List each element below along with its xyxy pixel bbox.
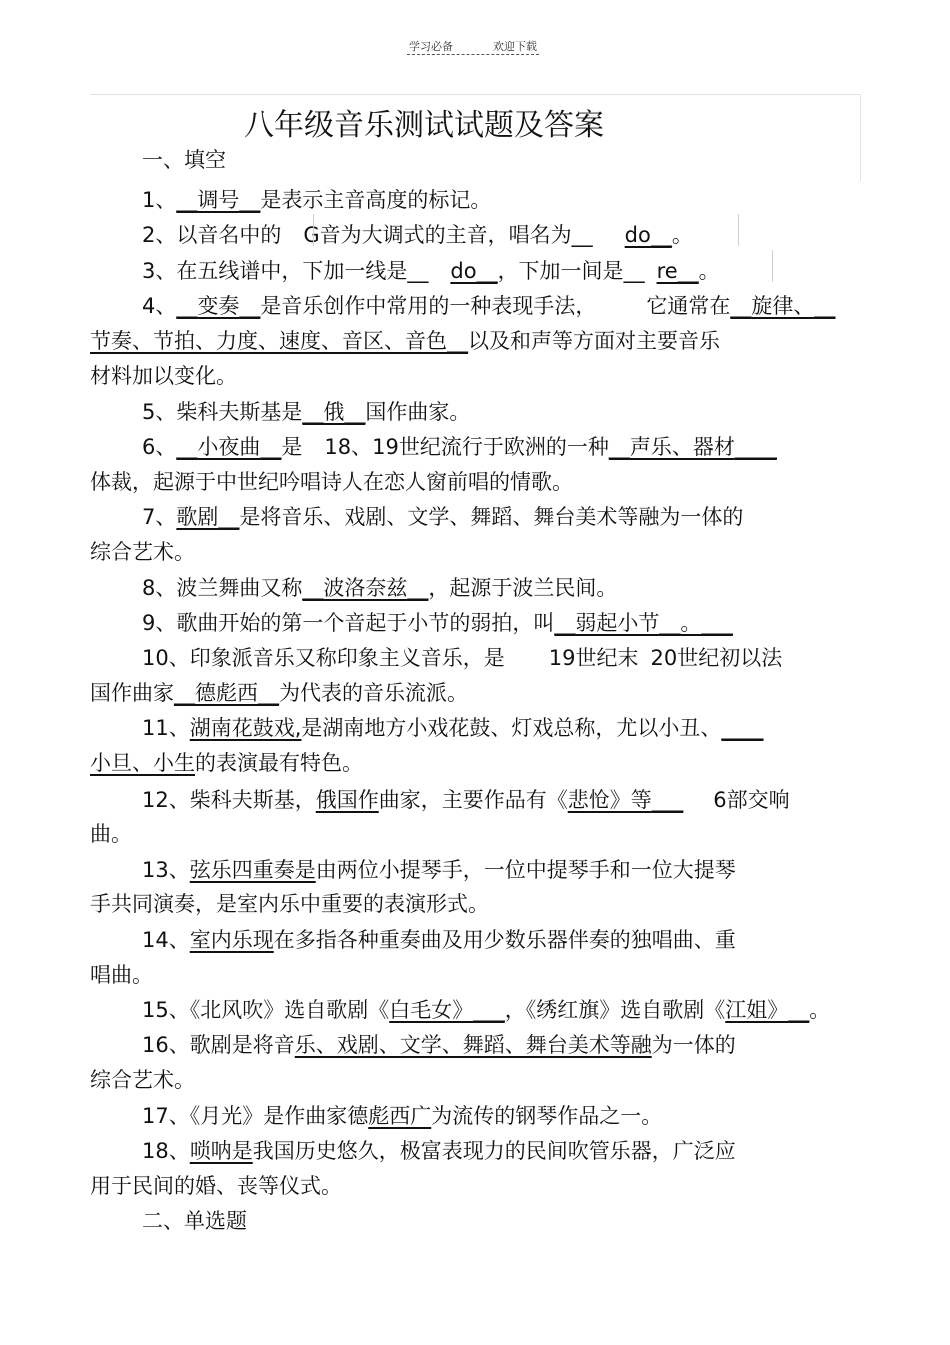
answer-blank: __波洛奈兹__ [302,576,429,600]
question-8: 8、波兰舞曲又称__波洛奈兹__，起源于波兰民间。 [142,576,618,600]
answer-blank: 乐、戏剧、文学、舞蹈、舞台美术等融 [294,1033,652,1057]
document-title: 八年级音乐测试试题及答案 [244,108,604,143]
answer-blank: 悲怆》等___ [567,788,684,812]
question-12-line-2: 曲。 [90,822,132,846]
table-cell-border [313,214,739,246]
question-10-line-1: 10、印象派音乐又称印象主义音乐，是 19世纪末 20世纪初以法 [142,646,783,670]
answer-blank: 弦乐四重奏是 [189,858,316,882]
question-9: 9、歌曲开始的第一个音起于小节的弱拍，叫__弱起小节__。___ [142,611,733,635]
answer-blank: __小夜曲__ [176,435,282,459]
answer-blank: __声乐、器材____ [608,435,777,459]
question-15: 15、《北风吹》选自歌剧《白毛女》___，《绣红旗》选自歌剧《江姐》__。 [142,998,831,1022]
answer-blank: 湖南花鼓戏, [189,716,302,740]
answer-blank: __弱起小节__ [554,611,681,635]
answer-blank: 唢呐是 [189,1139,253,1163]
answer-blank: __旋律、__ [730,294,836,318]
section-heading-single-choice: 二、单选题 [142,1209,247,1233]
question-6-line-2: 体裁，起源于中世纪吟唱诗人在恋人窗前唱的情歌。 [90,470,573,494]
answer-blank: 节奏、节拍、力度、速度、音区、音色__ [90,329,468,353]
question-16-line-1: 16、歌剧是将音乐、戏剧、文学、舞蹈、舞台美术等融为一体的 [142,1033,736,1057]
question-4-line-3: 材料加以变化。 [90,364,237,388]
section-heading-fill-blank: 一、填空 [142,148,226,172]
answer-blank: re__ [656,259,699,283]
question-4-line-1: 4、__变奏__是音乐创作中常用的一种表现手法， 它通常在__旋律、__ [142,294,836,318]
question-1: 1、__调号__是表示主音高度的标记。 [142,188,492,212]
question-2: 2、以音名中的 G音为大调式的主音，唱名为__ do__。 [142,223,693,247]
question-3: 3、在五线谱中，下加一线是__ do__，下加一间是__ re__。 [142,259,720,283]
question-18-line-1: 18、唢呐是我国历史悠久，极富表现力的民间吹管乐器，广泛应 [142,1139,736,1163]
question-17: 17、《月光》是作曲家德彪西广为流传的钢琴作品之一。 [142,1104,663,1128]
question-13-line-1: 13、弦乐四重奏是由两位小提琴手，一位中提琴手和一位大提琴 [142,858,736,882]
answer-blank: __德彪西__ [174,681,279,705]
header-left-text: 学习必备 [409,40,453,53]
question-7-line-2: 综合艺术。 [90,540,195,564]
answer-blank: do__ [624,223,672,247]
answer-blank: 江姐》__ [725,998,810,1022]
header-right-text: 欢迎下载 [493,40,537,53]
question-12-line-1: 12、柴科夫斯基，俄国作曲家，主要作品有《悲怆》等___ 6部交响 [142,788,790,812]
question-14-line-2: 唱曲。 [90,963,153,987]
answer-blank: 小旦、小生 [90,751,195,775]
answer-blank: do__ [450,259,498,283]
answer-blank: 歌剧__ [176,505,240,529]
question-5: 5、柴科夫斯基是__俄__国作曲家。 [142,400,471,424]
question-18-line-2: 用于民间的婚、丧等仪式。 [90,1174,342,1198]
answer-blank: __变奏__ [176,294,261,318]
question-6-line-1: 6、__小夜曲__是 18、19世纪流行于欧洲的一种__声乐、器材____ [142,435,777,459]
answer-blank: 白毛女》___ [389,998,505,1022]
question-13-line-2: 手共同演奏，是室内乐中重要的表演形式。 [90,892,489,916]
answer-blank: __俄__ [302,400,366,424]
answer-blank: 室内乐现 [189,928,274,952]
question-16-line-2: 综合艺术。 [90,1068,195,1092]
header-dashed-line [407,54,539,55]
question-14-line-1: 14、室内乐现在多指各种重奏曲及用少数乐器伴奏的独唱曲、重 [142,928,736,952]
question-11-line-2: 小旦、小生的表演最有特色。 [90,751,363,775]
page-header [407,38,539,58]
question-10-line-2: 国作曲家__德彪西__为代表的音乐流派。 [90,681,468,705]
answer-blank: 彪西广 [368,1104,432,1128]
question-11-line-1: 11、湖南花鼓戏,是湖南地方小戏花鼓、灯戏总称，尤以小丑、____ [142,716,764,740]
answer-blank: 俄国作 [315,788,379,812]
question-4-line-2: 节奏、节拍、力度、速度、音区、音色__以及和声等方面对主要音乐 [90,329,720,353]
answer-blank: __调号__ [176,188,261,212]
question-7-line-1: 7、歌剧__是将音乐、戏剧、文学、舞蹈、舞台美术等融为一体的 [142,505,744,529]
table-cell-border [448,250,773,282]
